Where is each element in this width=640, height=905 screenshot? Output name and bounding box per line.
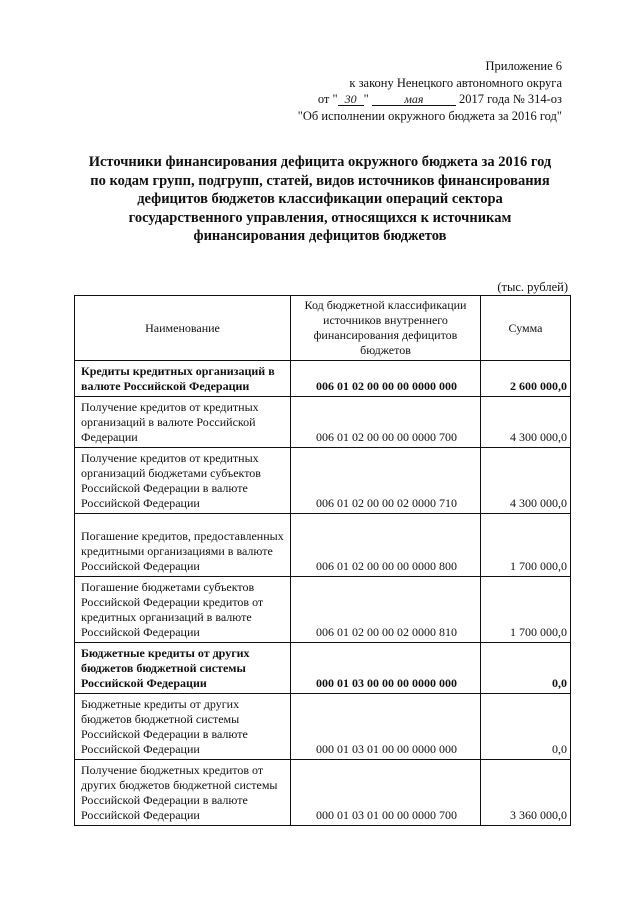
document-title xyxy=(60,153,580,246)
handwritten-month: мая xyxy=(372,93,456,106)
row-code: 006 01 02 00 00 00 0000 700 xyxy=(291,397,481,448)
row-sum: 4 300 000,0 xyxy=(481,448,571,514)
row-sum: 1 700 000,0 xyxy=(481,577,571,643)
table-row xyxy=(75,514,571,577)
table-header-row xyxy=(75,296,571,361)
header-name: Наименование xyxy=(75,296,291,361)
table-row xyxy=(75,361,571,397)
row-name: Получение бюджетных кредитов от других бюджетов бюджетной системы Российской Федерации в валюте Российской Федерации xyxy=(75,760,291,826)
appendix-date-line xyxy=(262,91,562,108)
units-label: (тыс. рублей) xyxy=(497,280,568,294)
handwritten-day: 30 xyxy=(338,93,364,106)
appendix-number: Приложение 6 xyxy=(485,59,562,73)
row-name: Получение кредитов от кредитных организаций бюджетами субъектов Российской Федерации в валюте Российской Федерации xyxy=(75,448,291,514)
row-name: Погашение кредитов, предоставленных кредитными организациями в валюте Российской Федерации xyxy=(75,514,291,577)
table-row xyxy=(75,448,571,514)
row-name: Погашение бюджетами субъектов Российской Федерации кредитов от кредитных организаций в валюте Российской Федерации xyxy=(75,577,291,643)
row-code: 000 01 03 01 00 00 0000 000 xyxy=(291,694,481,760)
row-code: 006 01 02 00 00 00 0000 000 xyxy=(291,361,481,397)
row-sum: 0,0 xyxy=(481,643,571,694)
row-code: 006 01 02 00 00 00 0000 800 xyxy=(291,514,481,577)
table-row xyxy=(75,397,571,448)
table-row xyxy=(75,694,571,760)
row-sum: 0,0 xyxy=(481,694,571,760)
date-prefix: от " xyxy=(317,92,338,106)
date-mid: " xyxy=(363,92,369,106)
title-line: государственного управления, относящихся к источникам xyxy=(128,209,512,226)
row-code: 000 01 03 01 00 00 0000 700 xyxy=(291,760,481,826)
title-line: дефицитов бюджетов классификации операций сектора xyxy=(137,191,503,207)
header-sum: Сумма xyxy=(481,296,571,361)
appendix-law-ref: к закону Ненецкого автономного округа xyxy=(349,75,562,90)
appendix-header xyxy=(262,58,562,124)
title-line: по кодам групп, подгрупп, статей, видов источников финансирования xyxy=(90,172,550,189)
row-name: Кредиты кредитных организаций в валюте Российской Федерации xyxy=(75,361,291,397)
row-code: 000 01 03 00 00 00 0000 000 xyxy=(291,643,481,694)
appendix-law-title: "Об исполнении окружного бюджета за 2016 год" xyxy=(297,108,562,123)
table-row xyxy=(75,760,571,826)
date-suffix: 2017 года № 314-оз xyxy=(458,92,562,106)
title-line: Источники финансирования дефицита окружного бюджета за 2016 год xyxy=(88,154,552,170)
row-sum: 1 700 000,0 xyxy=(481,514,571,577)
table-row xyxy=(75,643,571,694)
title-line: финансирования дефицитов бюджетов xyxy=(193,228,447,244)
row-name: Получение кредитов от кредитных организаций в валюте Российской Федерации xyxy=(75,397,291,448)
row-sum: 2 600 000,0 xyxy=(481,361,571,397)
table-row xyxy=(75,577,571,643)
financing-sources-table xyxy=(74,295,571,826)
row-sum: 3 360 000,0 xyxy=(481,760,571,826)
row-name: Бюджетные кредиты от других бюджетов бюджетной системы Российской Федерации в валюте Российской Федерации xyxy=(75,694,291,760)
row-code: 006 01 02 00 00 02 0000 710 xyxy=(291,448,481,514)
row-sum: 4 300 000,0 xyxy=(481,397,571,448)
row-name: Бюджетные кредиты от других бюджетов бюджетной системы Российской Федерации xyxy=(75,643,291,694)
row-code: 006 01 02 00 00 02 0000 810 xyxy=(291,577,481,643)
header-code: Код бюджетной классификации источников внутреннего финансирования дефицитов бюджетов xyxy=(291,296,481,361)
